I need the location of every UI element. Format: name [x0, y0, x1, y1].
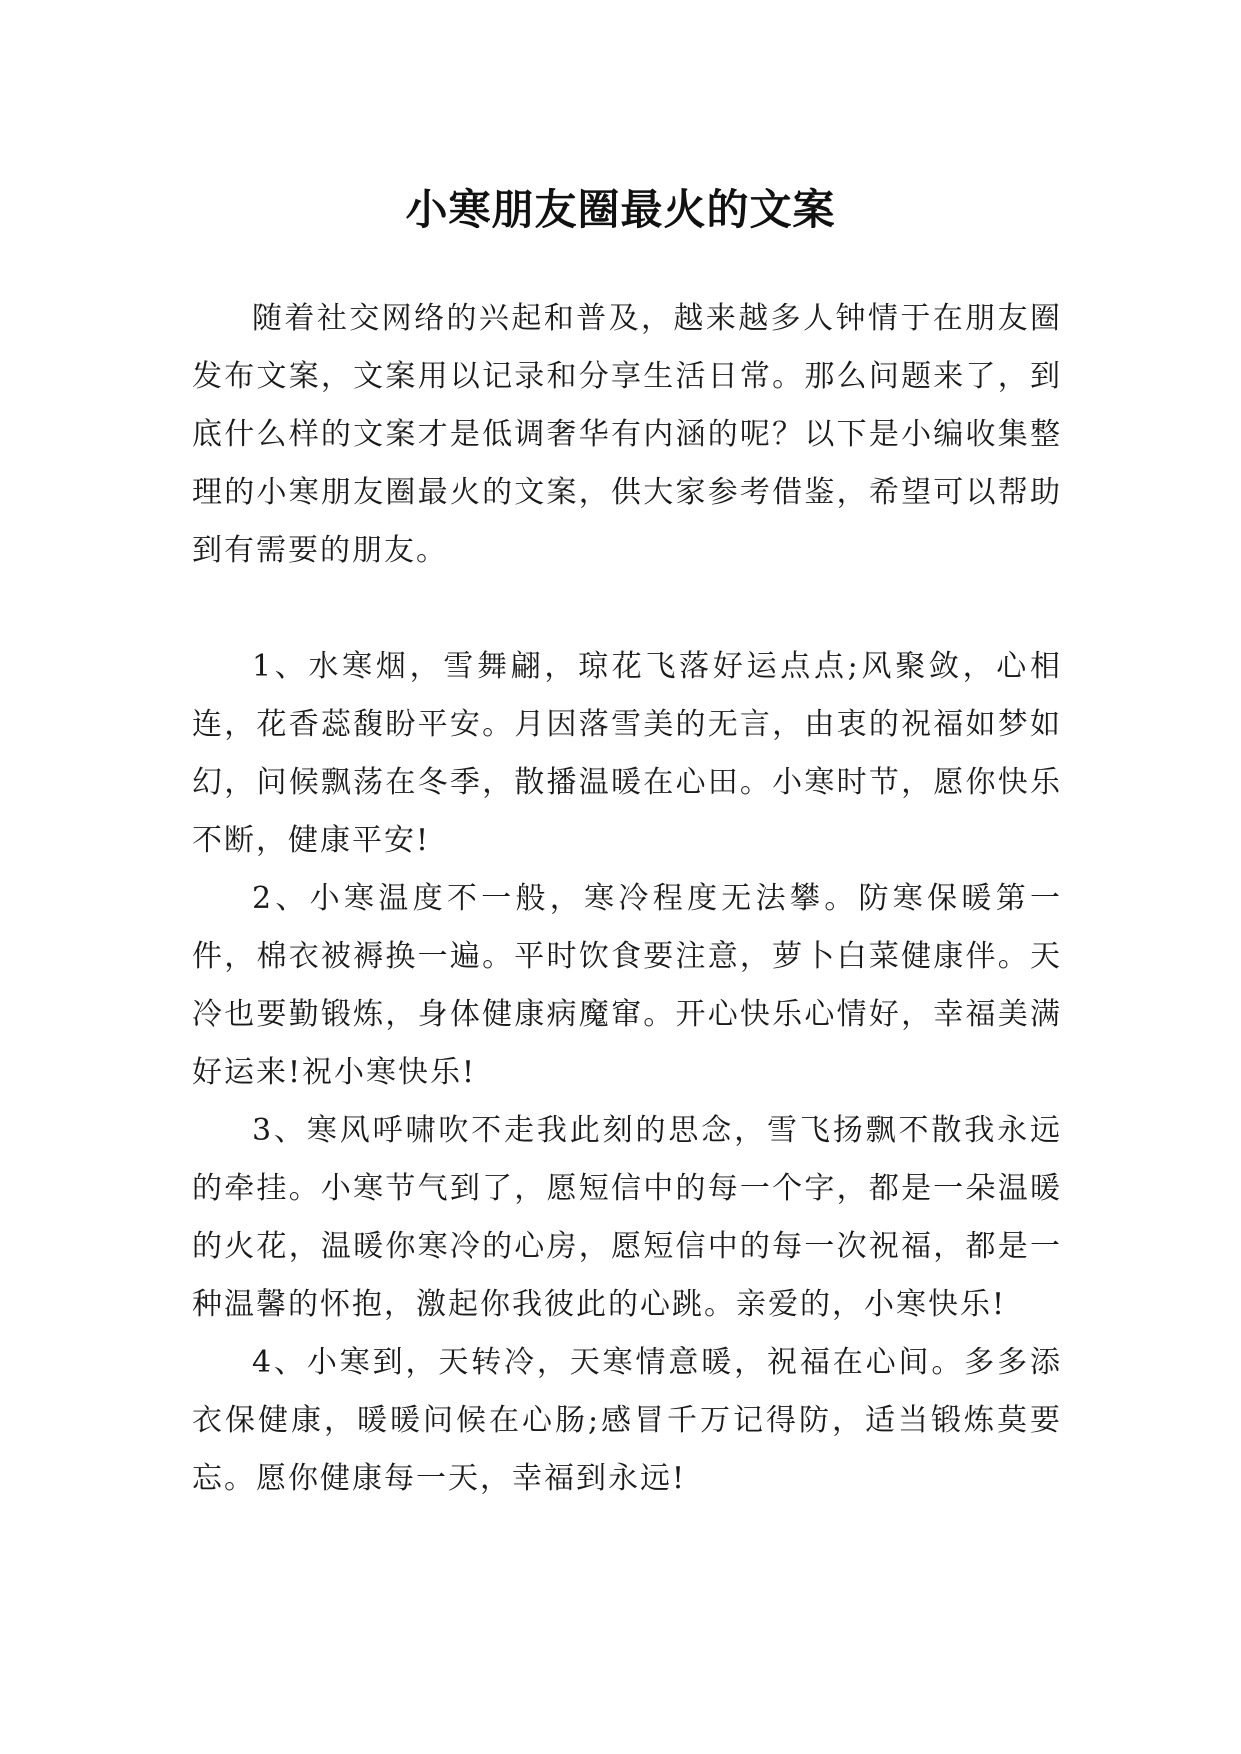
copy-paragraph-4: 4、小寒到，天转冷，天寒情意暖，祝福在心间。多多添衣保健康，暖暖问候在心肠;感冒千万记得防，适当锻炼莫要忘。愿你健康每一天，幸福到永远!: [192, 1345, 1062, 1496]
intro-paragraph: 随着社交网络的兴起和普及，越来越多人钟情于在朋友圈发布文案，文案用以记录和分享生活日常。那么问题来了，到底什么样的文案才是低调奢华有内涵的呢？以下是小编收集整理的小寒朋友圈最火的文案，供大家参考借鉴，希望可以帮助到有需要的朋友。: [192, 301, 1062, 568]
copy-paragraph-3: 3、寒风呼啸吹不走我此刻的思念，雪飞扬飘不散我永远的牵挂。小寒节气到了，愿短信中的每一个字，都是一朵温暖的火花，温暖你寒冷的心房，愿短信中的每一次祝福，都是一种温馨的怀抱，激起你我彼此的心跳。亲爱的，小寒快乐!: [192, 1113, 1062, 1322]
document-body: [192, 290, 1062, 1508]
copy-paragraph-2: 2、小寒温度不一般，寒冷程度无法攀。防寒保暖第一件，棉衣被褥换一遍。平时饮食要注意，萝卜白菜健康伴。天冷也要勤锻炼，身体健康病魔窜。开心快乐心情好，幸福美满好运来!祝小寒快乐!: [192, 881, 1062, 1090]
copy-paragraph-1: 1、水寒烟，雪舞翩，琼花飞落好运点点;风聚敛，心相连，花香蕊馥盼平安。月因落雪美的无言，由衷的祝福如梦如幻，问候飘荡在冬季，散播温暖在心田。小寒时节，愿你快乐不断，健康平安!: [192, 649, 1062, 858]
document-title: 小寒朋友圈最火的文案: [405, 185, 836, 235]
